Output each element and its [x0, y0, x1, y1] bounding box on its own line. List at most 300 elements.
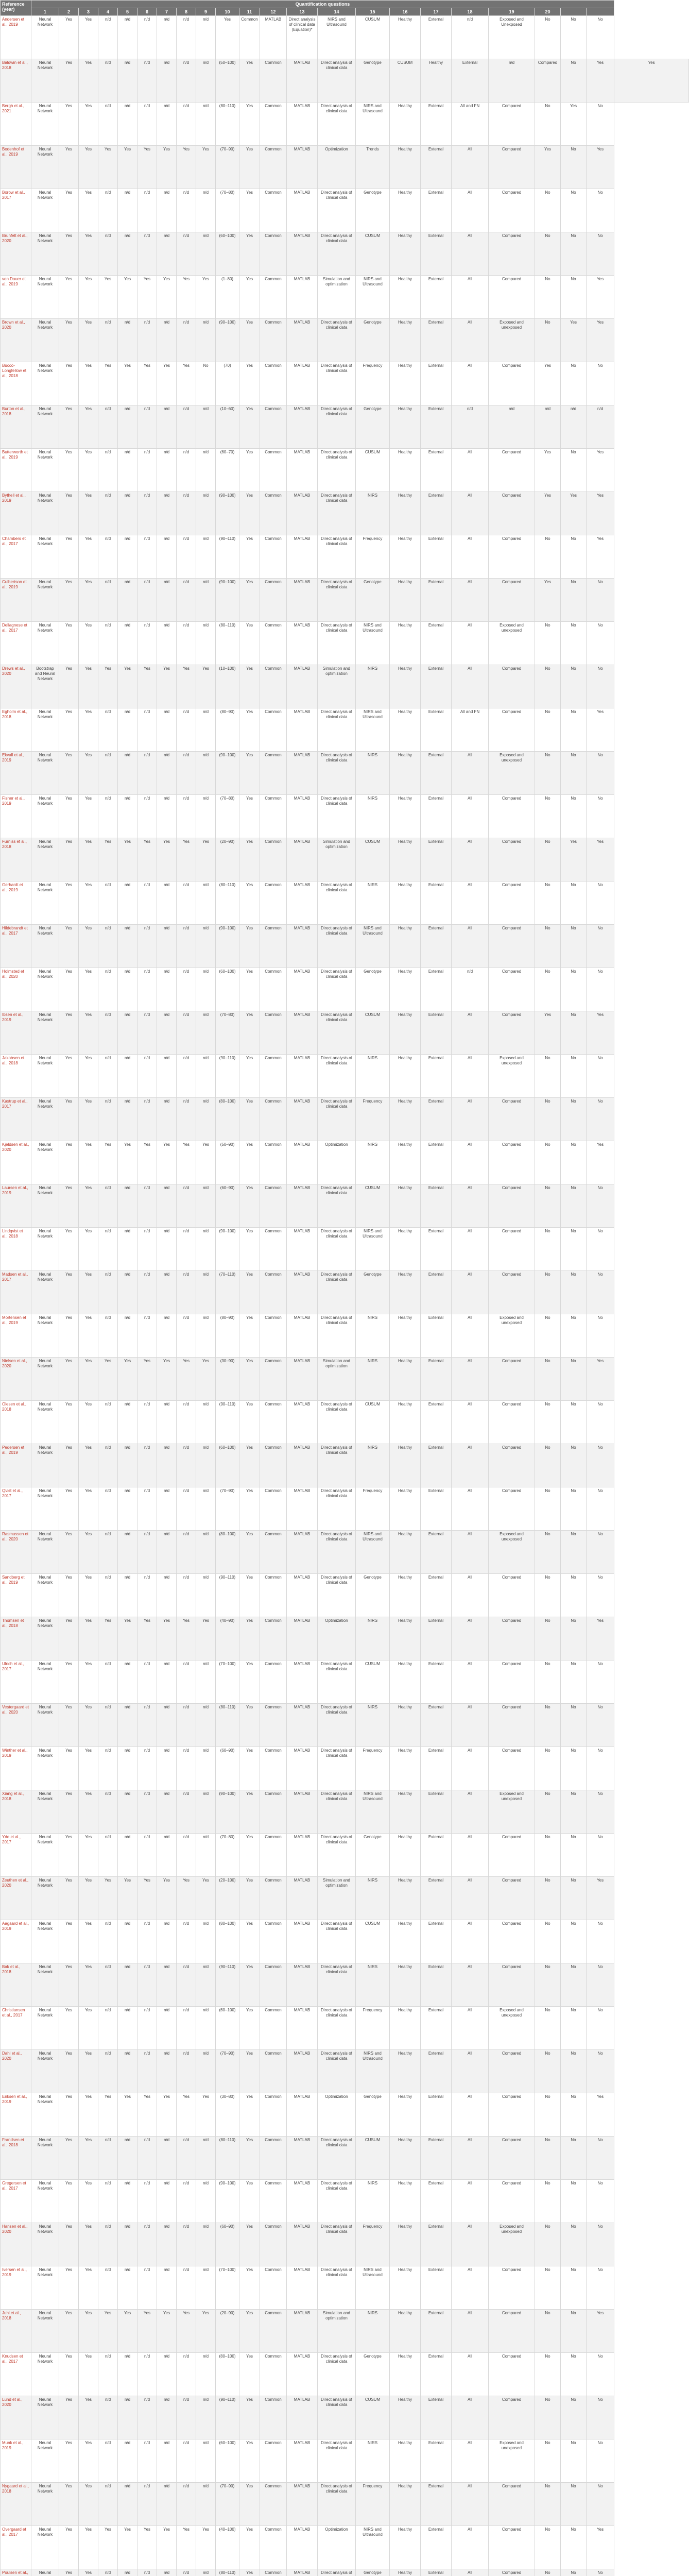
- table-cell: MATLAB: [287, 882, 318, 925]
- table-cell: n/d: [157, 2180, 177, 2223]
- table-cell: No: [561, 2093, 587, 2137]
- table-cell: No: [587, 2266, 614, 2310]
- table-cell: All: [452, 2310, 489, 2353]
- table-cell: Yes: [587, 2093, 614, 2137]
- table-cell: NIRS: [356, 1141, 390, 1184]
- table-cell: No: [535, 2266, 561, 2310]
- reference-cell[interactable]: Hansen et al., 2020: [1, 2223, 31, 2266]
- table-cell: n/d: [157, 1314, 177, 1358]
- reference-cell[interactable]: Zeuthen et al., 2020: [1, 1877, 31, 1920]
- table-cell: Direct analysis of clinical data: [318, 2137, 356, 2180]
- reference-cell[interactable]: Qvist et al., 2017: [1, 1487, 31, 1531]
- table-cell: Common: [260, 752, 287, 795]
- table-cell: Healthy: [390, 2223, 421, 2266]
- table-cell: NIRS: [356, 752, 390, 795]
- reference-cell[interactable]: Bythell et al., 2019: [1, 492, 31, 535]
- table-cell: Healthy: [390, 752, 421, 795]
- table-cell: Yes: [157, 1358, 177, 1401]
- table-cell: No: [535, 1574, 561, 1617]
- table-cell: n/d: [587, 405, 614, 449]
- table-cell: n/d: [157, 752, 177, 795]
- table-cell: Yes: [157, 362, 177, 405]
- table-cell: Yes: [59, 1271, 79, 1314]
- table-cell: n/d: [196, 1487, 216, 1531]
- reference-cell[interactable]: Poulsen et al.,: [1, 2569, 31, 2576]
- reference-cell[interactable]: Bucco-Longfellow et al., 2018: [1, 362, 31, 405]
- table-cell: Yes: [79, 1660, 98, 1704]
- table-cell: NIRS and Ultrasound: [356, 2050, 390, 2093]
- table-cell: Neural Network: [31, 2526, 59, 2569]
- reference-cell[interactable]: Bak et al., 2018: [1, 1963, 31, 2007]
- table-cell: n/d: [157, 1920, 177, 1963]
- reference-cell[interactable]: Drews et al., 2020: [1, 665, 31, 708]
- table-cell: Healthy: [390, 579, 421, 622]
- table-cell: Yes: [79, 795, 98, 838]
- reference-cell[interactable]: Jakobsen et al., 2018: [1, 1055, 31, 1098]
- table-cell: No: [535, 708, 561, 752]
- table-cell: MATLAB: [287, 925, 318, 968]
- table-cell: Compared: [489, 1271, 535, 1314]
- table-cell: NIRS and Ultrasound: [356, 708, 390, 752]
- table-cell: Compared: [489, 2310, 535, 2353]
- reference-cell[interactable]: Gregersen et al., 2017: [1, 2180, 31, 2223]
- table-cell: No: [535, 1314, 561, 1358]
- table-cell: Yes: [239, 665, 260, 708]
- table-cell: No: [535, 1747, 561, 1790]
- table-cell: Yes: [59, 1011, 79, 1055]
- reference-cell[interactable]: Vestergaard et al., 2020: [1, 1704, 31, 1747]
- reference-cell[interactable]: Knudsen et al., 2017: [1, 2353, 31, 2396]
- table-cell: External: [421, 362, 452, 405]
- reference-cell[interactable]: Butterworth et al., 2019: [1, 449, 31, 492]
- table-cell: n/d: [177, 232, 196, 276]
- table-cell: Common: [239, 16, 260, 59]
- table-cell: n/d: [118, 59, 137, 103]
- table-cell: CUSUM: [356, 449, 390, 492]
- table-cell: Compared: [489, 1098, 535, 1141]
- table-cell: No: [561, 16, 587, 59]
- table-cell: n/d: [137, 405, 157, 449]
- question-header: 9: [196, 8, 216, 16]
- table-cell: Yes: [177, 276, 196, 319]
- table-cell: Neural Network: [31, 1920, 59, 1963]
- table-cell: Compared: [489, 2483, 535, 2526]
- table-cell: Yes: [196, 1358, 216, 1401]
- reference-cell[interactable]: Yde et al., 2017: [1, 1834, 31, 1877]
- reference-cell[interactable]: Sandberg et al., 2019: [1, 1574, 31, 1617]
- table-cell: Direct analysis of clinical data: [318, 2353, 356, 2396]
- table-cell: (70–90): [216, 2050, 239, 2093]
- table-cell: MATLAB: [287, 2137, 318, 2180]
- reference-cell[interactable]: Burton et al., 2018: [1, 405, 31, 449]
- reference-cell[interactable]: Ulrich et al., 2017: [1, 1660, 31, 1704]
- table-cell: Neural Network: [31, 968, 59, 1011]
- table-cell: n/d: [177, 1834, 196, 1877]
- table-cell: n/d: [118, 579, 137, 622]
- table-cell: Common: [260, 232, 287, 276]
- table-cell: All: [452, 1184, 489, 1228]
- table-cell: No: [535, 2526, 561, 2569]
- table-cell: All: [452, 882, 489, 925]
- table-cell: Yes: [79, 1358, 98, 1401]
- reference-cell[interactable]: Brunfelt et al., 2020: [1, 232, 31, 276]
- table-cell: n/d: [118, 2050, 137, 2093]
- reference-cell[interactable]: Iversen et al., 2019: [1, 2266, 31, 2310]
- table-cell: Yes: [239, 1141, 260, 1184]
- table-cell: n/d: [196, 1704, 216, 1747]
- table-cell: Yes: [239, 2526, 260, 2569]
- reference-cell[interactable]: Munk et al., 2019: [1, 2439, 31, 2483]
- table-row: [1, 405, 689, 449]
- table-cell: Direct analysis of clinical data: [318, 1574, 356, 1617]
- reference-cell[interactable]: Aagaard et al., 2019: [1, 1920, 31, 1963]
- table-cell: All: [452, 1834, 489, 1877]
- table-cell: n/d: [118, 2137, 137, 2180]
- table-cell: n/d: [157, 2396, 177, 2439]
- table-cell: Healthy: [390, 1790, 421, 1834]
- reference-cell[interactable]: Xiang et al., 2018: [1, 1790, 31, 1834]
- table-cell: Yes: [59, 2266, 79, 2310]
- table-cell: Neural Network: [31, 2310, 59, 2353]
- table-cell: Common: [260, 535, 287, 579]
- table-cell: (70): [216, 362, 239, 405]
- table-cell: Yes: [587, 1358, 614, 1401]
- reference-cell[interactable]: Kjeldsen et al., 2020: [1, 1141, 31, 1184]
- table-cell: Yes: [137, 2093, 157, 2137]
- table-cell: All: [452, 449, 489, 492]
- table-cell: Compared: [535, 59, 561, 103]
- table-cell: Neural Network: [31, 1963, 59, 2007]
- table-cell: Common: [260, 2180, 287, 2223]
- table-cell: Yes: [98, 1877, 118, 1920]
- table-cell: No: [196, 362, 216, 405]
- table-cell: Optimization: [318, 1141, 356, 1184]
- table-cell: Compared: [489, 1444, 535, 1487]
- table-cell: No: [561, 276, 587, 319]
- reference-cell[interactable]: Pedersen et al., 2019: [1, 1444, 31, 1487]
- table-cell: n/d: [177, 1314, 196, 1358]
- table-cell: (80–100): [216, 1531, 239, 1574]
- table-cell: Compared: [489, 2396, 535, 2439]
- reference-cell[interactable]: Olesen et al., 2018: [1, 1401, 31, 1444]
- table-cell: Healthy: [390, 2353, 421, 2396]
- table-cell: All: [452, 838, 489, 882]
- reference-cell[interactable]: Lindqvist et al., 2018: [1, 1228, 31, 1271]
- table-cell: Healthy: [390, 968, 421, 1011]
- reference-cell[interactable]: Bodenhof et al., 2019: [1, 146, 31, 189]
- table-cell: Yes: [79, 2137, 98, 2180]
- table-cell: n/d: [177, 1790, 196, 1834]
- table-cell: n/d: [196, 752, 216, 795]
- table-cell: Simulation and optimization: [318, 276, 356, 319]
- table-cell: n/d: [118, 795, 137, 838]
- table-cell: No: [587, 2483, 614, 2526]
- table-cell: MATLAB: [287, 232, 318, 276]
- table-cell: Yes: [137, 838, 157, 882]
- table-cell: All: [452, 1141, 489, 1184]
- reference-cell[interactable]: Thomsen et al., 2018: [1, 1617, 31, 1660]
- table-cell: n/d: [137, 1228, 157, 1271]
- table-cell: No: [561, 2396, 587, 2439]
- table-cell: Yes: [196, 276, 216, 319]
- table-cell: Neural Network: [31, 1487, 59, 1531]
- table-cell: No: [535, 1834, 561, 1877]
- reference-cell[interactable]: Kastrup et al., 2017: [1, 1098, 31, 1141]
- table-cell: MATLAB: [287, 1617, 318, 1660]
- table-cell: n/d: [137, 882, 157, 925]
- table-cell: n/d: [157, 2569, 177, 2576]
- table-cell: Neural Network: [31, 492, 59, 535]
- table-cell: Yes: [59, 2439, 79, 2483]
- table-cell: All: [452, 2137, 489, 2180]
- table-cell: n/d: [118, 1531, 137, 1574]
- table-cell: (70–80): [216, 795, 239, 838]
- table-cell: Common: [260, 1271, 287, 1314]
- table-cell: Yes: [59, 2483, 79, 2526]
- reference-cell[interactable]: Egholm et al., 2018: [1, 708, 31, 752]
- table-cell: Yes: [59, 1574, 79, 1617]
- table-cell: n/d: [157, 795, 177, 838]
- table-cell: n/d: [118, 2223, 137, 2266]
- table-cell: No: [587, 622, 614, 665]
- table-cell: Yes: [79, 665, 98, 708]
- table-cell: Compared: [489, 968, 535, 1011]
- table-cell: No: [561, 1228, 587, 1271]
- reference-cell[interactable]: Baldwin et al., 2018: [1, 59, 31, 103]
- table-cell: No: [535, 276, 561, 319]
- table-cell: No: [587, 579, 614, 622]
- table-cell: Yes: [239, 622, 260, 665]
- table-cell: Yes: [535, 579, 561, 622]
- table-row: [1, 1963, 689, 2007]
- table-cell: n/d: [157, 1011, 177, 1055]
- table-cell: Frequency: [356, 2483, 390, 2526]
- table-cell: Yes: [196, 1617, 216, 1660]
- table-cell: Genotype: [356, 319, 390, 362]
- table-cell: n/d: [137, 103, 157, 146]
- table-cell: All: [452, 579, 489, 622]
- reference-cell[interactable]: Ekvall et al., 2019: [1, 752, 31, 795]
- table-cell: n/d: [118, 1444, 137, 1487]
- reference-cell[interactable]: Holmsted et al., 2020: [1, 968, 31, 1011]
- table-cell: n/d: [118, 449, 137, 492]
- reference-cell[interactable]: von Dauer et al., 2019: [1, 276, 31, 319]
- table-cell: No: [561, 1444, 587, 1487]
- table-cell: (70–90): [216, 2483, 239, 2526]
- table-cell: Yes: [239, 2137, 260, 2180]
- table-cell: n/d: [196, 1055, 216, 1098]
- table-cell: No: [561, 1271, 587, 1314]
- table-cell: n/d: [157, 492, 177, 535]
- table-row: [1, 1314, 689, 1358]
- table-cell: MATLAB: [287, 319, 318, 362]
- table-cell: Direct analysis of clinical data (Equation)*: [287, 16, 318, 59]
- table-cell: Common: [260, 276, 287, 319]
- table-cell: No: [587, 232, 614, 276]
- table-row: [1, 2569, 689, 2576]
- table-cell: No: [535, 2050, 561, 2093]
- table-cell: n/d: [137, 492, 157, 535]
- table-cell: Optimization: [318, 1617, 356, 1660]
- table-cell: Simulation and optimization: [318, 1358, 356, 1401]
- table-cell: No: [535, 1487, 561, 1531]
- reference-cell[interactable]: Madsen et al., 2017: [1, 1271, 31, 1314]
- reference-cell[interactable]: Juhl et al., 2018: [1, 2310, 31, 2353]
- table-cell: Healthy: [390, 1401, 421, 1444]
- table-cell: n/d: [177, 968, 196, 1011]
- table-cell: No: [535, 1228, 561, 1271]
- table-cell: n/d: [118, 2353, 137, 2396]
- table-cell: n/d: [137, 968, 157, 1011]
- table-cell: Healthy: [390, 319, 421, 362]
- reference-cell[interactable]: Bergh et al., 2021: [1, 103, 31, 146]
- reference-cell[interactable]: Ibsen et al., 2019: [1, 1011, 31, 1055]
- table-cell: n/d: [177, 1574, 196, 1617]
- table-cell: Yes: [177, 838, 196, 882]
- table-cell: n/d: [157, 1834, 177, 1877]
- table-cell: (80–110): [216, 1704, 239, 1747]
- table-cell: (50–90): [216, 1141, 239, 1184]
- table-cell: Yes: [561, 492, 587, 535]
- reference-cell[interactable]: Gerhardt et al., 2019: [1, 882, 31, 925]
- question-header: 2: [59, 8, 79, 16]
- table-cell: n/d: [489, 59, 535, 103]
- table-cell: Yes: [98, 1141, 118, 1184]
- reference-cell[interactable]: Mortensen et al., 2019: [1, 1314, 31, 1358]
- reference-cell[interactable]: Nygaard et al., 2018: [1, 2483, 31, 2526]
- table-cell: n/d: [196, 2353, 216, 2396]
- table-cell: Healthy: [390, 232, 421, 276]
- table-cell: Direct analysis of clinical data: [318, 752, 356, 795]
- table-cell: Healthy: [390, 2050, 421, 2093]
- table-cell: n/d: [118, 1963, 137, 2007]
- reference-cell[interactable]: Christiansen et al., 2017: [1, 2007, 31, 2050]
- table-cell: Healthy: [390, 2007, 421, 2050]
- reference-cell[interactable]: Nielsen et al., 2020: [1, 1358, 31, 1401]
- table-cell: Yes: [239, 1704, 260, 1747]
- table-cell: Common: [260, 492, 287, 535]
- table-cell: Neural Network: [31, 1314, 59, 1358]
- question-header: 1: [31, 8, 59, 16]
- table-cell: All: [452, 1487, 489, 1531]
- table-cell: Yes: [216, 16, 239, 59]
- table-cell: Yes: [59, 1747, 79, 1790]
- table-cell: Yes: [59, 2093, 79, 2137]
- table-cell: No: [587, 1531, 614, 1574]
- table-cell: No: [561, 1055, 587, 1098]
- table-cell: n/d: [157, 579, 177, 622]
- table-cell: Healthy: [390, 2266, 421, 2310]
- question-header: 19: [489, 8, 535, 16]
- table-cell: Optimization: [318, 2526, 356, 2569]
- table-cell: All: [452, 1877, 489, 1920]
- reference-cell[interactable]: Culbertson et al., 2019: [1, 579, 31, 622]
- question-header: 13: [287, 8, 318, 16]
- reference-cell[interactable]: Laursen et al., 2019: [1, 1184, 31, 1228]
- table-cell: All: [452, 2266, 489, 2310]
- table-cell: n/d: [98, 319, 118, 362]
- table-cell: n/d: [137, 1314, 157, 1358]
- table-cell: Yes: [79, 1877, 98, 1920]
- table-cell: n/d: [118, 2266, 137, 2310]
- table-cell: Yes: [239, 838, 260, 882]
- table-cell: Yes: [59, 405, 79, 449]
- table-cell: n/d: [196, 319, 216, 362]
- table-cell: Neural Network: [31, 1704, 59, 1747]
- table-cell: External: [421, 2266, 452, 2310]
- table-cell: Genotype: [356, 1271, 390, 1314]
- table-cell: No: [561, 1401, 587, 1444]
- reference-cell[interactable]: Rasmussen et al., 2020: [1, 1531, 31, 1574]
- table-cell: n/d: [196, 1531, 216, 1574]
- table-cell: n/d: [137, 232, 157, 276]
- table-row: [1, 2007, 689, 2050]
- reference-cell[interactable]: Lund et al., 2020: [1, 2396, 31, 2439]
- table-cell: External: [421, 882, 452, 925]
- table-cell: n/d: [177, 16, 196, 59]
- reference-cell[interactable]: Eriksen et al., 2019: [1, 2093, 31, 2137]
- table-cell: Neural Network: [31, 232, 59, 276]
- table-cell: (80–100): [216, 2353, 239, 2396]
- table-cell: Healthy: [390, 795, 421, 838]
- table-cell: CUSUM: [356, 232, 390, 276]
- table-cell: No: [561, 1877, 587, 1920]
- table-cell: NIRS and Ultrasound: [356, 103, 390, 146]
- table-cell: CUSUM: [356, 1401, 390, 1444]
- reference-cell[interactable]: Winther et al., 2019: [1, 1747, 31, 1790]
- table-cell: Yes: [239, 1531, 260, 1574]
- reference-cell[interactable]: Hildebrandt et al., 2017: [1, 925, 31, 968]
- table-cell: Yes: [137, 362, 157, 405]
- table-cell: Compared: [489, 1920, 535, 1963]
- table-cell: No: [561, 752, 587, 795]
- table-cell: Yes: [79, 405, 98, 449]
- table-cell: Yes: [239, 1834, 260, 1877]
- table-cell: Yes: [59, 1314, 79, 1358]
- table-cell: n/d: [157, 1098, 177, 1141]
- table-cell: Yes: [59, 665, 79, 708]
- table-cell: Compared: [489, 535, 535, 579]
- table-cell: Exposed and unexposed: [489, 752, 535, 795]
- table-cell: MATLAB: [260, 16, 287, 59]
- table-cell: No: [587, 752, 614, 795]
- table-cell: MATLAB: [287, 59, 318, 103]
- table-cell: Simulation and optimization: [318, 1877, 356, 1920]
- reference-cell[interactable]: Andersen et al., 2019: [1, 16, 31, 59]
- reference-cell[interactable]: Overgaard et al., 2017: [1, 2526, 31, 2569]
- table-cell: (80–90): [216, 1314, 239, 1358]
- reference-cell[interactable]: Furniss et al., 2018: [1, 838, 31, 882]
- table-cell: Direct analysis of clinical data: [318, 2007, 356, 2050]
- reference-cell[interactable]: Fisher et al., 2019: [1, 795, 31, 838]
- table-cell: All: [452, 189, 489, 232]
- table-cell: n/d: [98, 1228, 118, 1271]
- table-cell: All: [452, 2483, 489, 2526]
- table-cell: NIRS and Ultrasound: [356, 1531, 390, 1574]
- reference-cell[interactable]: Frandsen et al., 2018: [1, 2137, 31, 2180]
- table-cell: Yes: [59, 882, 79, 925]
- table-cell: No: [535, 665, 561, 708]
- reference-cell[interactable]: Dellagnese et al., 2017: [1, 622, 31, 665]
- reference-cell[interactable]: Dahl et al., 2020: [1, 2050, 31, 2093]
- reference-cell[interactable]: Brown et al., 2020: [1, 319, 31, 362]
- table-cell: Compared: [489, 146, 535, 189]
- table-cell: Yes: [587, 1877, 614, 1920]
- table-cell: External: [421, 1314, 452, 1358]
- table-cell: Yes: [239, 1314, 260, 1358]
- reference-cell[interactable]: Chambers et al., 2017: [1, 535, 31, 579]
- reference-cell[interactable]: Borow et al., 2017: [1, 189, 31, 232]
